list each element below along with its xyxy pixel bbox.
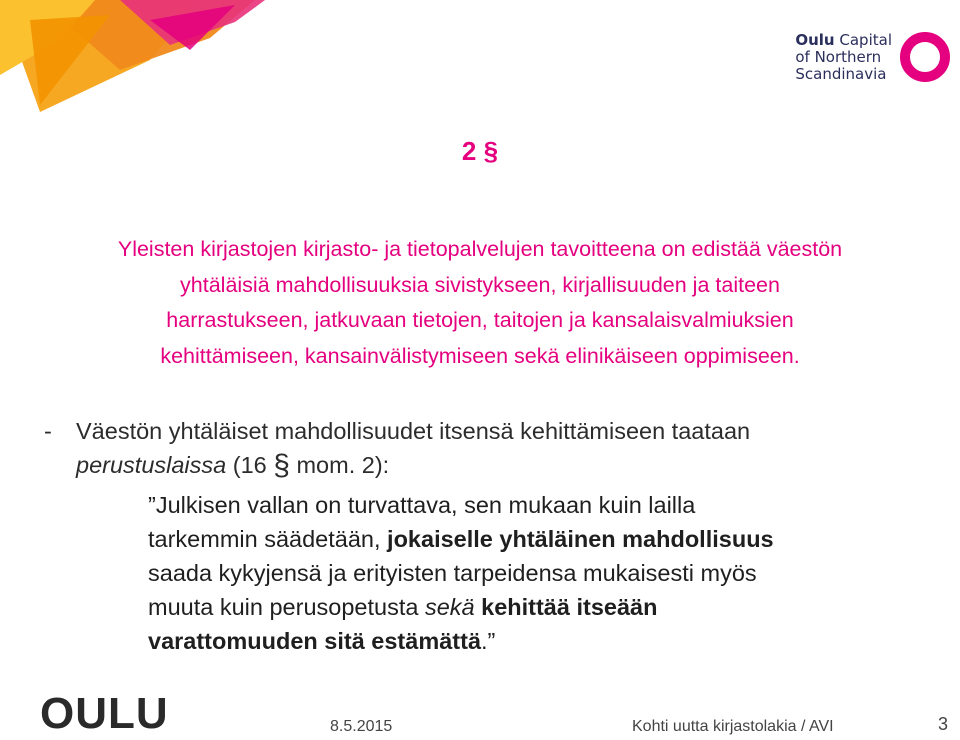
page-number: 3 xyxy=(938,714,949,734)
bullet-line: perustuslaissa (16 § mom. 2): xyxy=(76,449,390,482)
footer-title: Kohti uutta kirjastolakia / AVI xyxy=(632,718,834,735)
brand-line1-bold: Oulu xyxy=(795,30,835,49)
quote-line: saada kykyjensä ja erityisten tarpeidensa mukaisesti myös xyxy=(148,560,757,586)
brand-line2: of Northern xyxy=(795,47,882,66)
brand-tagline xyxy=(795,32,892,83)
bullet-dash: - xyxy=(44,418,52,444)
brand-line3: Scandinavia xyxy=(795,64,887,83)
brand-logo-oulu-capital xyxy=(795,30,952,84)
lead-line: yhtäläisiä mahdollisuuksia sivistykseen, kirjallisuuden ja taiteen xyxy=(180,272,780,297)
quote-italic: sekä xyxy=(424,594,475,620)
page-title: 2 § xyxy=(461,136,499,166)
lead-line: kehittämiseen, kansainvälistymiseen sekä elinikäiseen oppimiseen. xyxy=(160,343,800,368)
law-quote xyxy=(148,488,774,658)
lead-paragraph xyxy=(40,232,920,374)
footer-date: 8.5.2015 xyxy=(330,718,393,735)
bullet-item xyxy=(44,414,750,483)
quote-line: ”Julkisen vallan on turvattava, sen mukaan kuin lailla xyxy=(148,492,696,518)
oulu-logo: OULU xyxy=(40,689,169,738)
pink-ring-icon xyxy=(898,30,952,84)
quote-emphasis: varattomuuden sitä estämättä xyxy=(148,628,482,654)
lead-line: harrastukseen, jatkuvaan tietojen, taitojen ja kansalaisvalmiuksien xyxy=(166,308,794,332)
quote-line: tarkemmin säädetään, jokaiselle yhtäläinen mahdollisuus xyxy=(148,526,774,552)
bullet-italic-term: perustuslaissa xyxy=(76,452,227,478)
brand-line1-rest: Capital xyxy=(834,30,892,49)
quote-line: varattomuuden sitä estämättä.” xyxy=(148,628,496,654)
quote-emphasis: kehittää itseään xyxy=(474,594,658,620)
lead-line: Yleisten kirjastojen kirjasto- ja tietopalvelujen tavoitteena on edistää väestön xyxy=(117,237,843,261)
decorative-corner-graphic xyxy=(0,0,265,112)
section-sign: § xyxy=(273,449,290,482)
quote-line: muuta kuin perusopetusta sekä kehittää itseään xyxy=(148,594,658,620)
quote-emphasis: jokaiselle yhtäläinen mahdollisuus xyxy=(387,526,774,552)
bullet-line: Väestön yhtäläiset mahdollisuudet itsensä kehittämiseen taataan xyxy=(76,418,751,444)
